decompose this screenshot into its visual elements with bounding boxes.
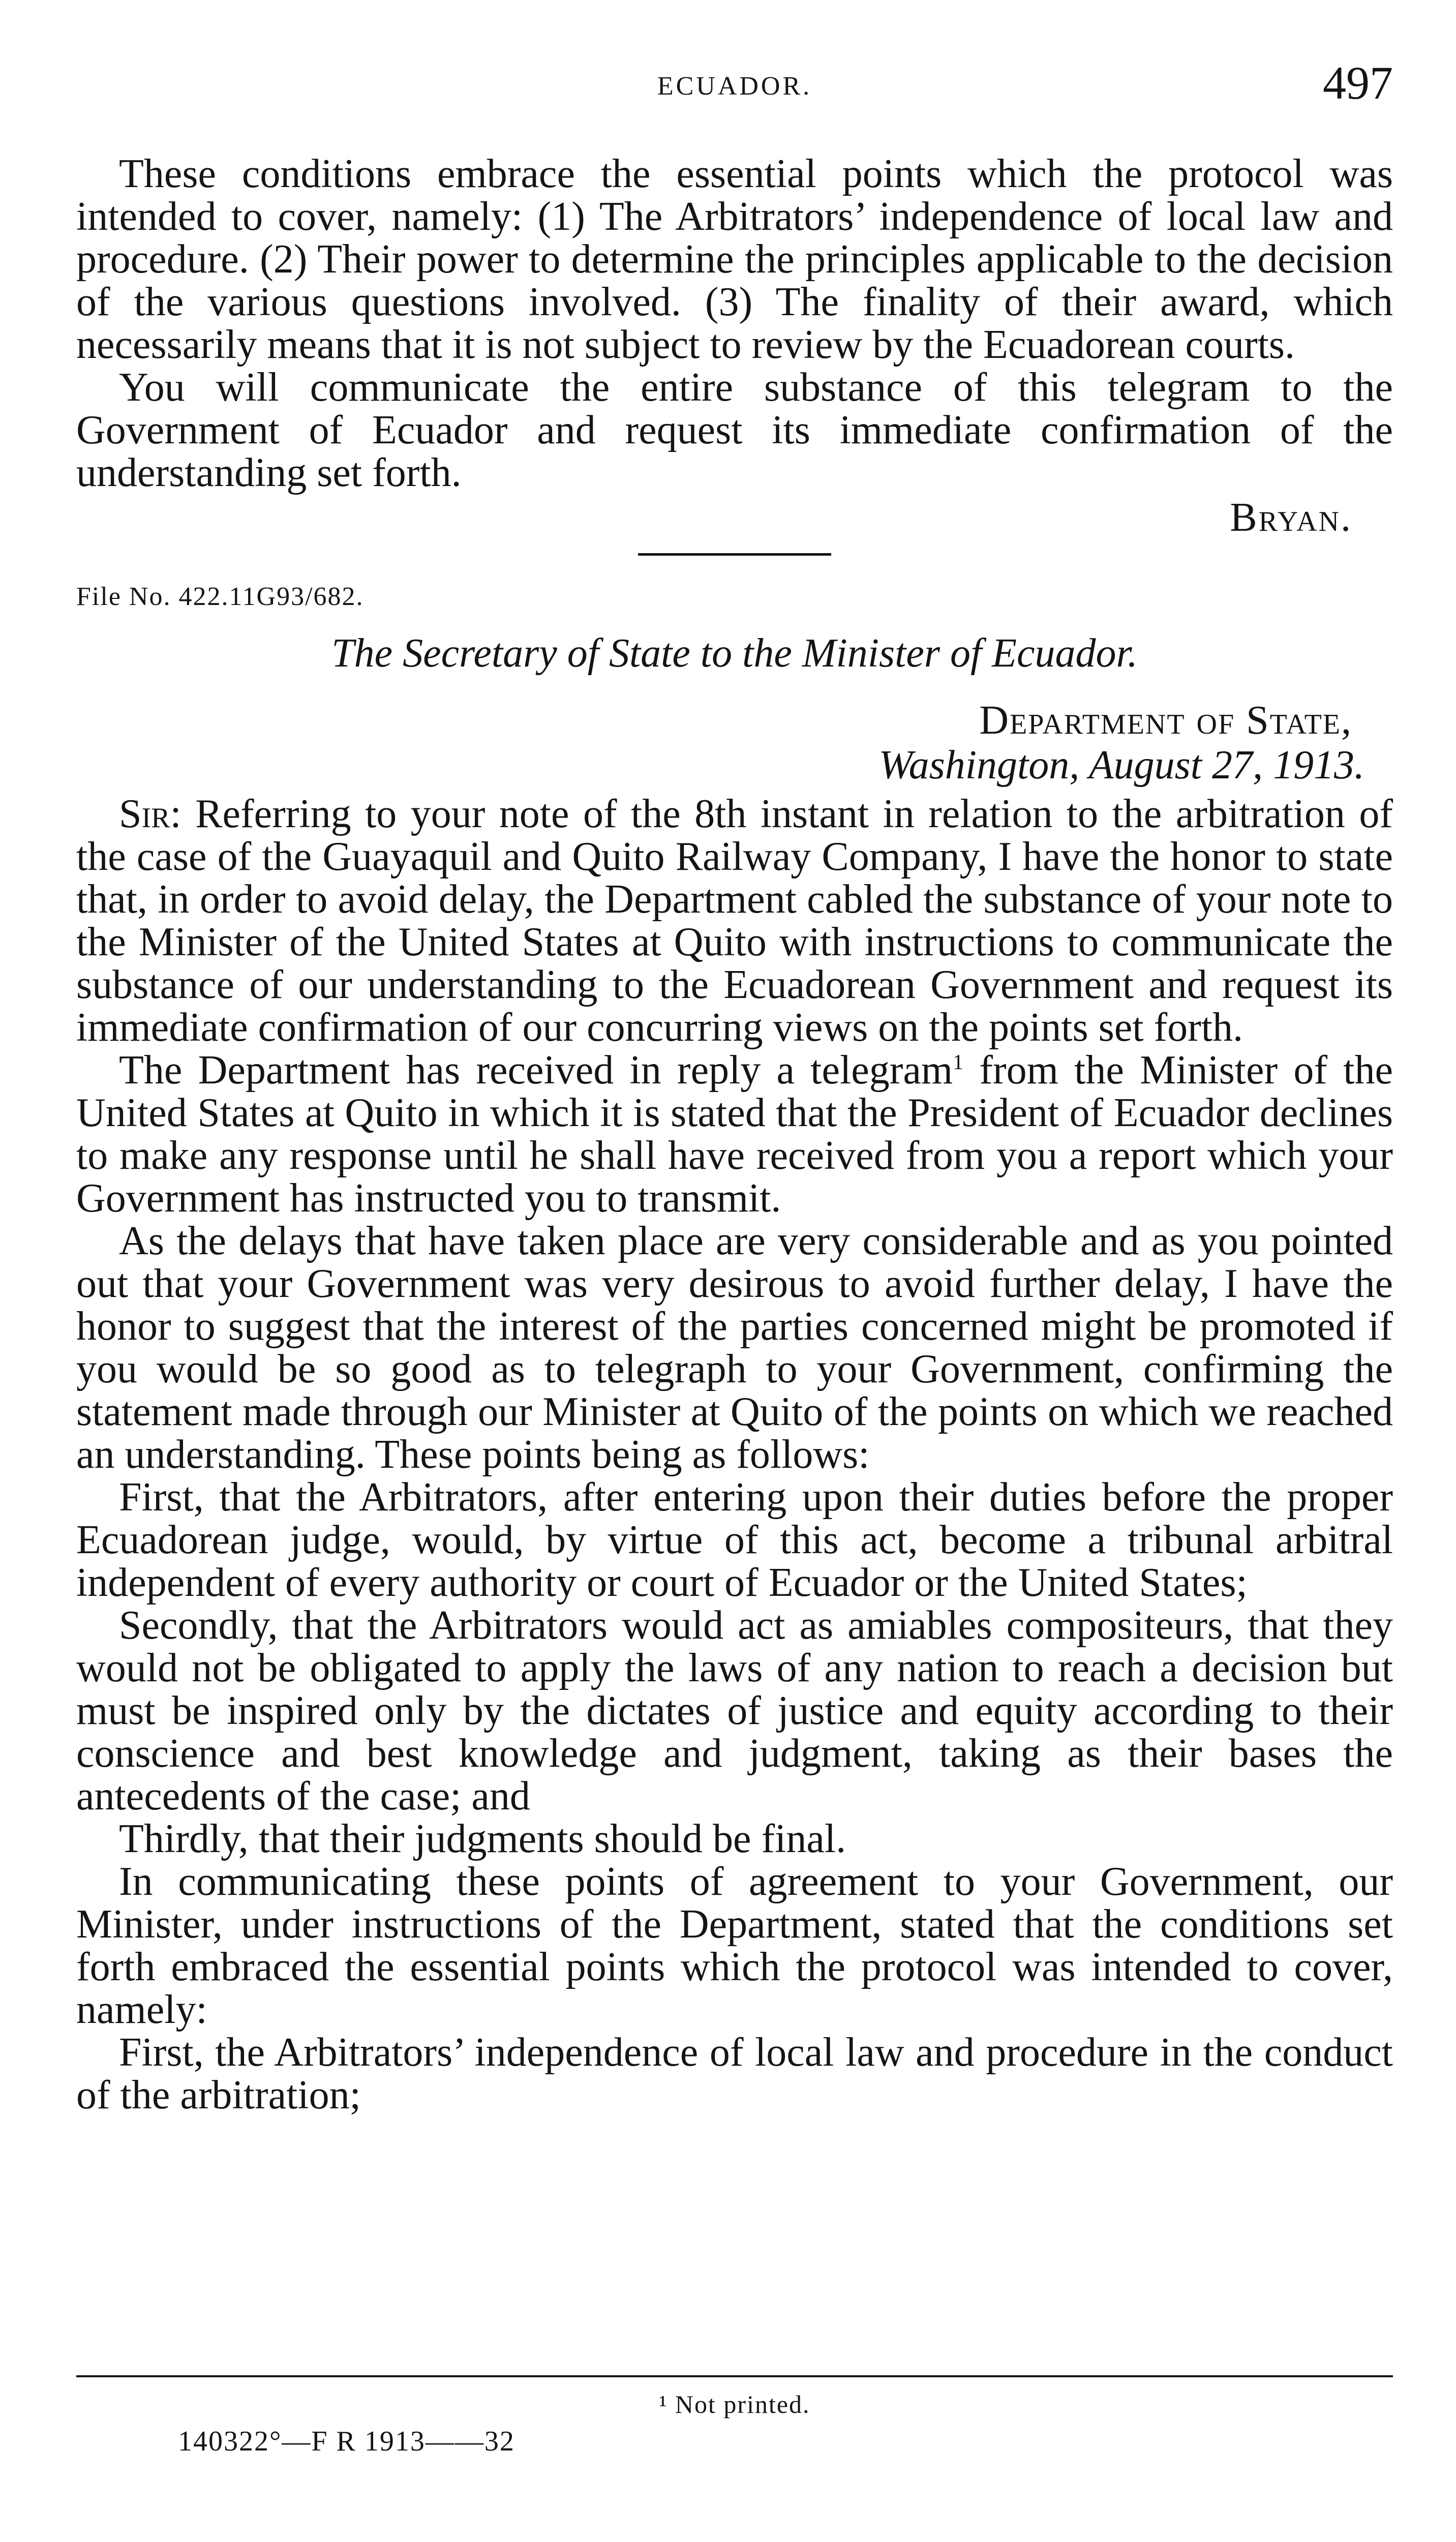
letter-opening [76,793,1393,1049]
dateline-date: Washington, August 27, 1913. [878,743,1364,788]
paragraph: In communicating these points of agreement to your Government, our Minister, under instructions of the Department, stated that the conditions set forth embraced the essential points which the protocol was intended to cover, namely: [76,1859,1393,2032]
paragraph [76,1049,1393,1220]
document-title: The Secretary of State to the Minister of Ecuador. [331,631,1138,676]
paragraph: These conditions embrace the essential points which the protocol was intended to cover, namely: (1) The Arbitrators’ independence of local law and procedure. (2) Their power to determine the principles applicable to the decision of the various questions involved. (3) The finality of their award, which necessarily means that it is not subject to review by the Ecuadorean courts. [76,152,1393,367]
paragraph: You will communicate the entire substance of this telegram to the Government of Ecuador and request its immediate confirmation of the understanding set forth. [76,365,1393,495]
paragraph: Secondly, that the Arbitrators would act as amiables compositeurs, that they would not be obligated to apply the laws of any nation to reach a decision but must be inspired only by the dictates of justice and equity according to their conscience and best knowledge and judgment, taking as their bases the antecedents of the case; and [76,1603,1393,1819]
paragraph-text: Referring to your note of the 8th instant in relation to the arbitration of the case of the Guayaquil and Quito Railway Company, I have the honor to state that, in order to avoid delay, the Department cabled the substance of your note to the Minister of the United States at Quito with instructions to communicate the substance of our understanding to the Ecuadorean Government and request its immediate confirmation of our concurring views on the points set forth. [76,792,1393,1050]
paragraph-text: The Department has received in reply a telegram [119,1048,953,1093]
running-title: ECUADOR. [657,72,812,101]
dateline-department: Department of State, [979,698,1352,743]
paragraph: First, the Arbitrators’ independence of local law and procedure in the conduct of the arbitration; [76,2030,1393,2117]
running-head [76,56,1393,117]
paragraph-text: from the Minister of the United States at Quito in which it is stated that the President of Ecuador declines to make any response until he shall have received from you a report which your Government has instructed you to transmit. [76,1048,1393,1221]
paragraph: First, that the Arbitrators, after entering upon their duties before the proper Ecuadorean judge, would, by virtue of this act, become a tribunal arbitral independent of every authority or court of Ecuador or the United States; [76,1475,1393,1605]
footnote: ¹ Not printed. [659,2390,810,2418]
document-page [76,0,1393,2542]
dateline [76,698,1393,788]
body-text [76,153,1393,2116]
printer-imprint: 140322°—F R 1913——32 [178,2426,515,2457]
section-divider [638,553,831,556]
footnote-rule [76,2375,1393,2377]
signature: Bryan. [1230,495,1352,540]
footnote-marker: 1 [953,1051,964,1074]
file-number: File No. 422.11G93/682. [76,582,364,611]
page-number: 497 [1323,57,1393,109]
paragraph: Thirdly, that their judgments should be final. [119,1817,846,1861]
salutation: Sir: [119,792,181,836]
paragraph: As the delays that have taken place are very considerable and as you pointed out that your Government was very desirous to avoid further delay, I have the honor to suggest that the interest of the parties concerned might be promoted if you would be so good as to telegraph to your Government, confirming the statement made through our Minister at Quito of the points on which we reached an understanding. These points being as follows: [76,1219,1393,1477]
